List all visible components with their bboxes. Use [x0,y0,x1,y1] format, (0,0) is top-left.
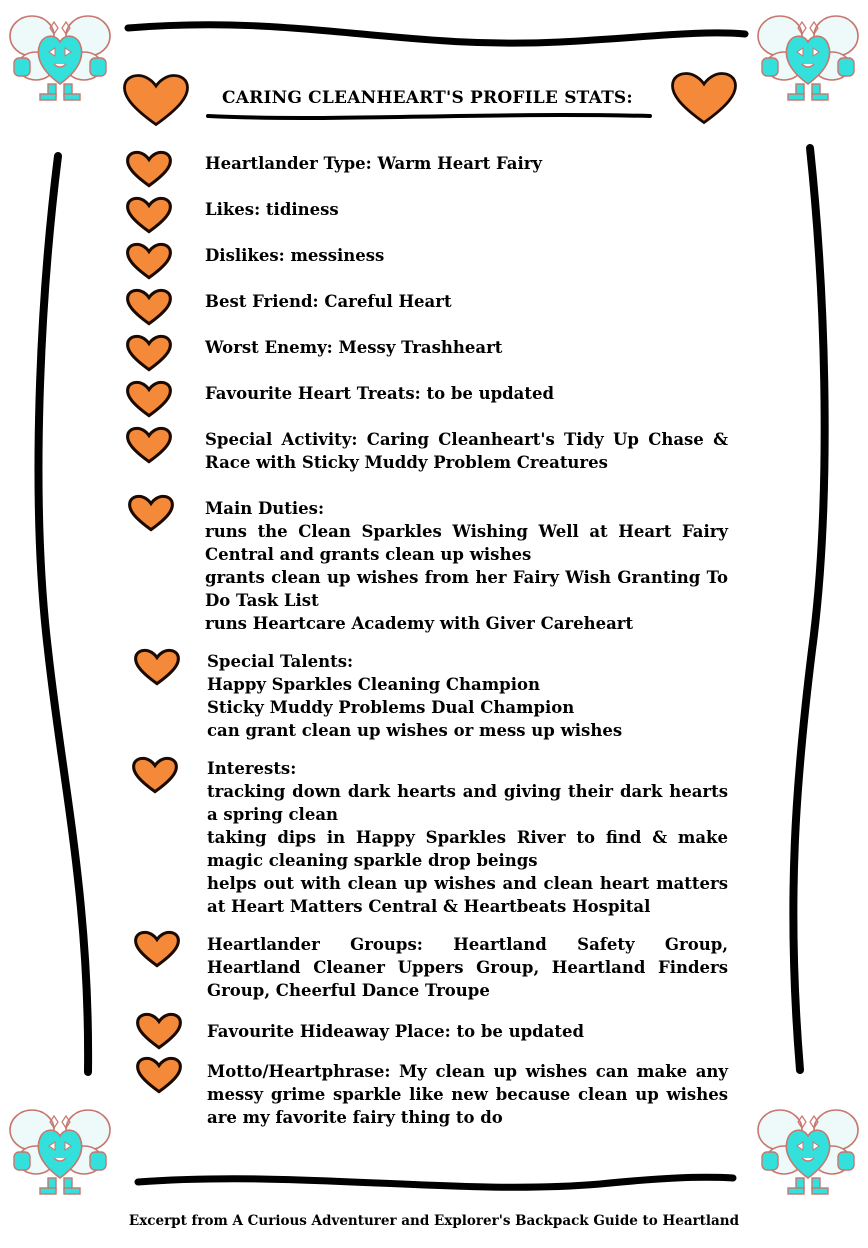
right-border-line [793,148,824,1070]
title-heart-left [118,72,194,128]
profile-stat-line: Special Activity: Caring Cleanheart's Tidy Up Chase & Race with Sticky Muddy Problem Creatures [205,430,728,472]
heart-bullet-icon [132,930,182,968]
profile-stat-line: Likes: tidiness [205,200,339,219]
profile-stat-line: Heartlander Type: Warm Heart Fairy [205,154,543,173]
title-heart-right [666,70,742,126]
profile-stat-entry [207,1060,728,1129]
profile-stat-line: Favourite Hideaway Place: to be updated [207,1022,585,1041]
profile-stat-line: Happy Sparkles Cleaning Champion [207,675,540,694]
heart-bullet-icon [124,426,174,464]
profile-stat-line: Interests: [207,759,297,778]
profile-stat-entry [207,757,728,918]
fairy-icon-top-left [4,4,116,102]
fairy-icon-bottom-right [752,1098,864,1196]
heart-bullet-icon [124,196,174,234]
profile-stat-line: can grant clean up wishes or mess up wishes [207,721,623,740]
profile-stat-line: helps out with clean up wishes and clean heart matters at Heart Matters Central & Heartbeats Hospital [207,874,728,916]
heart-bullet-icon [134,1012,184,1050]
profile-stat-entry [207,1020,728,1043]
heart-bullet-icon [124,150,174,188]
profile-stat-line: tracking down dark hearts and giving their dark hearts a spring clean [207,782,728,824]
footer-caption: Excerpt from A Curious Adventurer and Explorer's Backpack Guide to Heartland [128,1213,740,1229]
fairy-icon-bottom-left [4,1098,116,1196]
profile-stat-line: Dislikes: messiness [205,246,385,265]
title-underline [208,115,650,118]
heart-bullet-icon [124,334,174,372]
profile-stat-entry [205,198,728,221]
top-border-line [128,25,745,43]
profile-stat-line: Favourite Heart Treats: to be updated [205,384,555,403]
profile-stat-entry [205,244,728,267]
profile-stat-entry [207,650,728,742]
heart-bullet-icon [124,288,174,326]
profile-stat-entry [205,290,728,313]
profile-stat-line: Best Friend: Careful Heart [205,292,452,311]
heart-bullet-icon [134,1056,184,1094]
profile-stat-line: taking dips in Happy Sparkles River to find & make magic cleaning sparkle drop beings [207,828,728,870]
profile-stat-line: Heartlander Groups: Heartland Safety Group, Heartland Cleaner Uppers Group, Heartland Finders Group, Cheerful Dance Troupe [207,935,728,1000]
left-border-line [39,156,89,1072]
profile-stat-line: Main Duties: [205,499,325,518]
profile-stat-line: grants clean up wishes from her Fairy Wish Granting To Do Task List [205,568,728,610]
profile-stat-line: Worst Enemy: Messy Trashheart [205,338,503,357]
heart-bullet-icon [124,242,174,280]
profile-stat-entry [205,428,728,474]
bottom-border-line [138,1177,733,1187]
fairy-icon-top-right [752,4,864,102]
profile-stat-entry [207,933,728,1002]
profile-stat-line: Motto/Heartphrase: My clean up wishes can make any messy grime sparkle like new because clean up wishes are my favorite fairy thing to do [207,1062,728,1127]
profile-stat-line: Special Talents: [207,652,354,671]
heart-bullet-icon [126,494,176,532]
profile-stat-line: runs Heartcare Academy with Giver Careheart [205,614,634,633]
page-title: CARING CLEANHEART'S PROFILE STATS: [222,88,633,108]
profile-stat-entry [205,497,728,635]
profile-stat-entry [205,336,728,359]
profile-stat-entry [205,382,728,405]
heart-bullet-icon [132,648,182,686]
heart-bullet-icon [130,756,180,794]
profile-stat-line: runs the Clean Sparkles Wishing Well at Heart Fairy Central and grants clean up wishes [205,522,728,564]
profile-stat-entry [205,152,728,175]
profile-stat-line: Sticky Muddy Problems Dual Champion [207,698,575,717]
heart-bullet-icon [124,380,174,418]
